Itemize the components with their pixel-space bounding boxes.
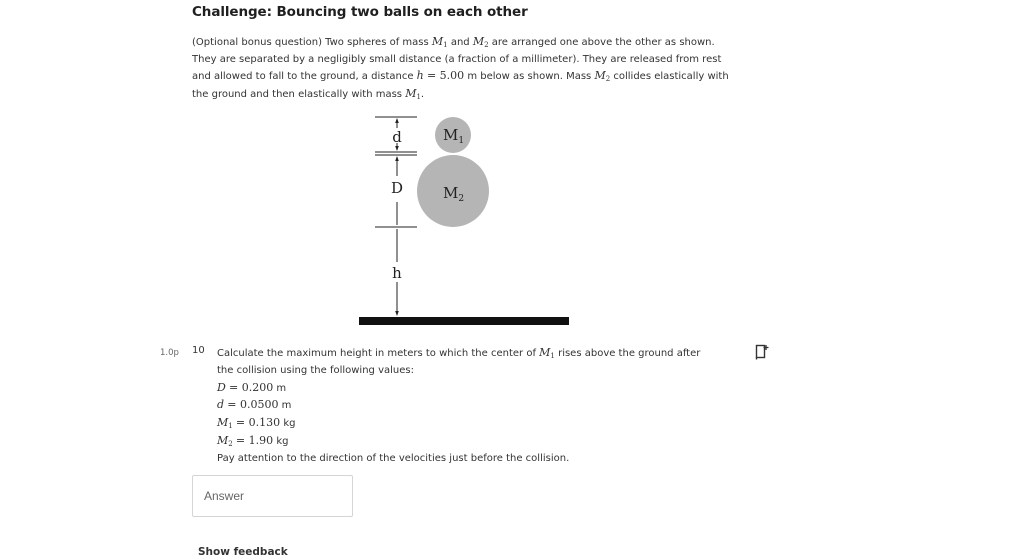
- answer-input[interactable]: [192, 475, 353, 517]
- d-arrow-up: [395, 118, 399, 123]
- page-title: Challenge: Bouncing two balls on each other: [192, 4, 528, 20]
- spheres-diagram: [355, 112, 575, 332]
- value-m2: $M_2 = 1.90$ kg: [217, 433, 289, 448]
- question-text: [217, 345, 717, 468]
- d-arrow-down: [395, 146, 399, 151]
- show-feedback-link[interactable]: Show feedback: [198, 546, 288, 558]
- h-arrow-down: [395, 311, 399, 316]
- ball-m2-label: $M_2$: [443, 184, 465, 204]
- question-number: 10: [192, 345, 205, 356]
- question-points: 1.0p: [160, 348, 179, 358]
- question-prompt: Calculate the maximum height in meters to which the center of $M_1$ rises above the ground after the collision using the following values:: [217, 346, 701, 376]
- value-d-small: d = 0.0500 m: [217, 398, 292, 412]
- h-label: h: [392, 264, 402, 282]
- ball-m1-label: $M_1$: [443, 126, 465, 146]
- D-arrow-up: [395, 156, 399, 161]
- ground-bar: [359, 317, 569, 325]
- d-label: d: [392, 128, 402, 146]
- question-note: Pay attention to the direction of the velocities just before the collision.: [217, 452, 570, 464]
- intro-paragraph: (Optional bonus question) Two spheres of mass $M_1$ and $M_2$ are arranged one above the other as shown. They are separated by a negligibly small distance (a fraction of a millimeter). They are released from rest and allowed to fall to the ground, a distance h = 5.00 m below as shown. Mass $M_2$ collides elastically with the ground and then elastically with mass $M_1$.: [192, 35, 729, 101]
- flag-question-icon[interactable]: [755, 344, 769, 360]
- D-label: D: [390, 179, 404, 197]
- value-m1: $M_1 = 0.130$ kg: [217, 416, 296, 431]
- value-d-big: D = 0.200 m: [217, 380, 287, 394]
